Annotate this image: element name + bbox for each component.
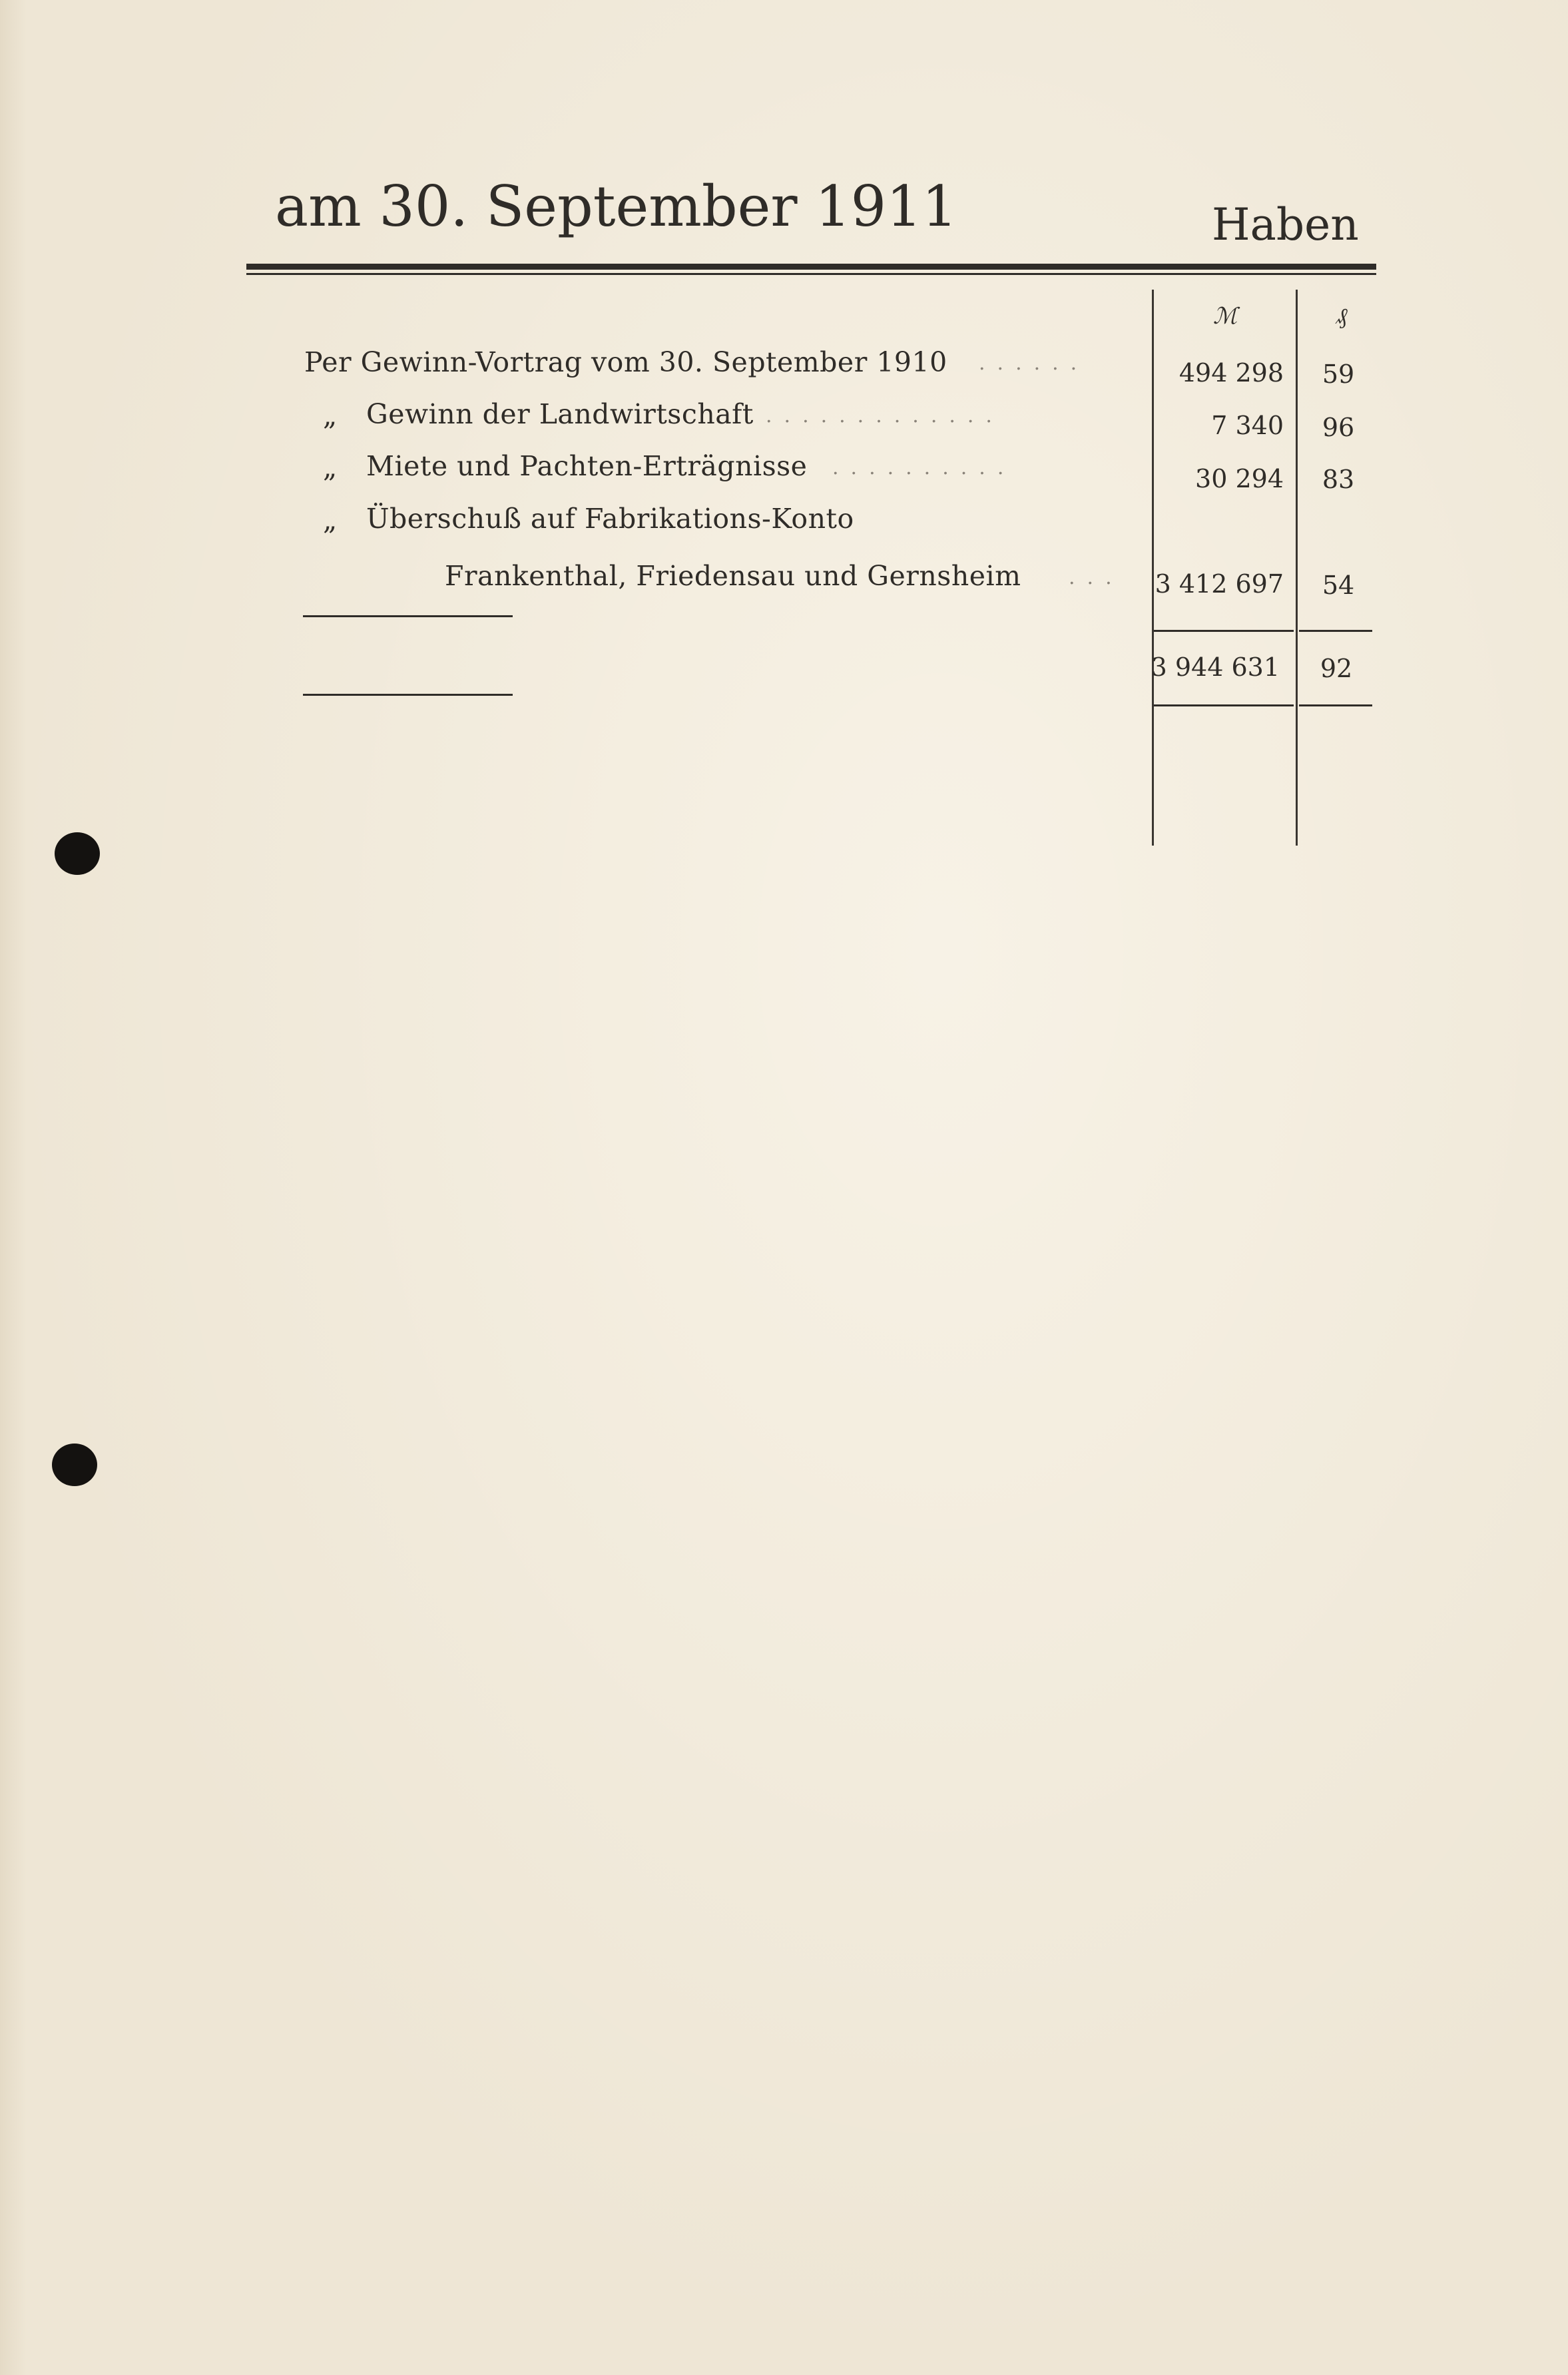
unit-pfennig-label: ₰ [1336, 303, 1348, 330]
entry-label: Gewinn der Landwirtschaft [366, 398, 754, 430]
ditto-mark: „ [323, 504, 338, 536]
page-title: am 30. September 1911 [275, 174, 957, 239]
entry-mark-amount: 30 294 [1195, 464, 1284, 493]
entry-mark-amount: 494 298 [1178, 358, 1284, 388]
leader-dots: ............. [766, 404, 1004, 427]
entry-pfennig-amount: 83 [1322, 465, 1355, 494]
punch-hole [52, 1444, 97, 1486]
ditto-mark: „ [323, 399, 338, 431]
sum-rule-mark [1154, 630, 1294, 632]
total-pfennig-amount: 92 [1320, 654, 1353, 683]
leader-dots: ...... [979, 352, 1089, 375]
entry-pfennig-amount: 54 [1322, 571, 1355, 600]
entry-mark-amount: 3 412 697 [1155, 569, 1284, 599]
sum-rule-pf [1299, 630, 1372, 632]
column-divider-right [1296, 290, 1298, 846]
column-side-label: Haben [1212, 199, 1359, 250]
punch-hole [55, 832, 100, 875]
entry-label: Miete und Pachten-Erträgnisse [366, 450, 808, 482]
entry-pfennig-amount: 59 [1322, 360, 1355, 389]
entry-pfennig-amount: 96 [1322, 413, 1355, 442]
leader-dots: .......... [832, 456, 1016, 479]
header-rule-thin [246, 273, 1376, 275]
closing-rule-left [303, 694, 513, 696]
entry-label: Überschuß auf Fabrikations-Konto [366, 503, 854, 535]
entry-label-continuation: Frankenthal, Friedensau und Gernsheim [445, 560, 1021, 592]
total-rule-pf [1299, 704, 1372, 706]
header-rule-thick [246, 264, 1376, 270]
total-rule-mark [1154, 704, 1294, 706]
closing-rule-left [303, 615, 513, 617]
leader-dots: ... [1069, 566, 1124, 589]
unit-mark-label: ℳ [1212, 303, 1238, 330]
ditto-mark: „ [323, 451, 338, 483]
entry-label: Per Gewinn-Vortrag vom 30. September 1910 [304, 346, 947, 378]
total-mark-amount: 3 944 631 [1151, 653, 1280, 682]
entry-mark-amount: 7 340 [1211, 411, 1284, 440]
